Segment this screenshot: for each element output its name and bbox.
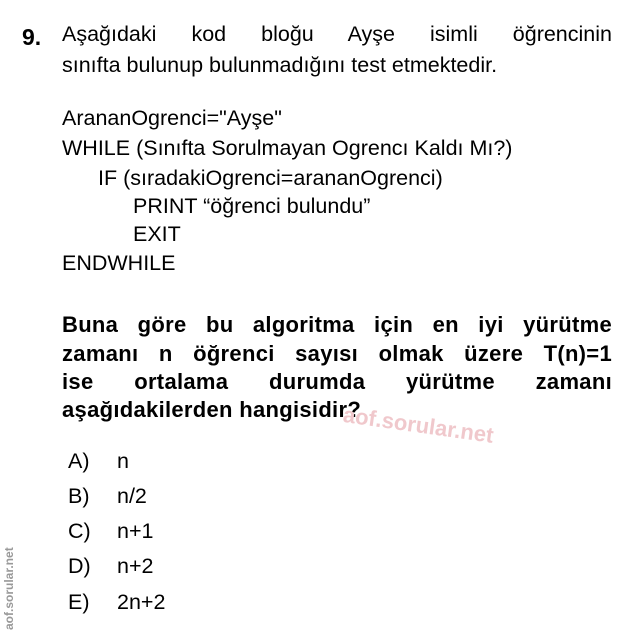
option-letter: D) [68,554,91,578]
code-line-1: ArananOgrenci="Ayşe" [62,106,282,130]
option-letter: C) [68,519,91,543]
prompt-line-1: Buna göre bu algoritma için en iyi yürütme [62,312,612,337]
code-line-4: PRINT “öğrenci bulundu” [133,194,371,218]
question-number: 9. [22,24,42,50]
intro-line-1: Aşağıdaki kod bloğu Ayşe isimli öğrencinin [62,22,612,46]
option-letter: A) [68,449,90,473]
option-text: n+1 [117,519,154,543]
prompt-line-2: zamanı n öğrenci sayısı olmak üzere T(n)=1 [62,341,612,366]
prompt-line-3: ise ortalama durumda yürütme zamanı [62,369,612,394]
side-watermark: aof.sorular.net [2,547,16,630]
option-letter: B) [68,484,90,508]
code-line-3: IF (sıradakiOgrenci=arananOgrenci) [98,166,443,190]
code-line-2: WHILE (Sınıfta Sorulmayan Ogrencı Kaldı Mı?) [62,136,513,160]
option-text: n [117,449,129,473]
prompt-line-4: aşağıdakilerden hangisidir? [62,397,362,422]
option-text: 2n+2 [117,590,166,614]
intro-line-2: sınıfta bulunup bulunmadığını test etmektedir. [62,53,498,77]
watermark: aof.sorular.net [341,402,496,448]
code-line-5: EXIT [133,222,181,246]
option-text: n+2 [117,554,154,578]
option-text: n/2 [117,484,147,508]
option-letter: E) [68,590,90,614]
code-line-6: ENDWHILE [62,251,176,275]
